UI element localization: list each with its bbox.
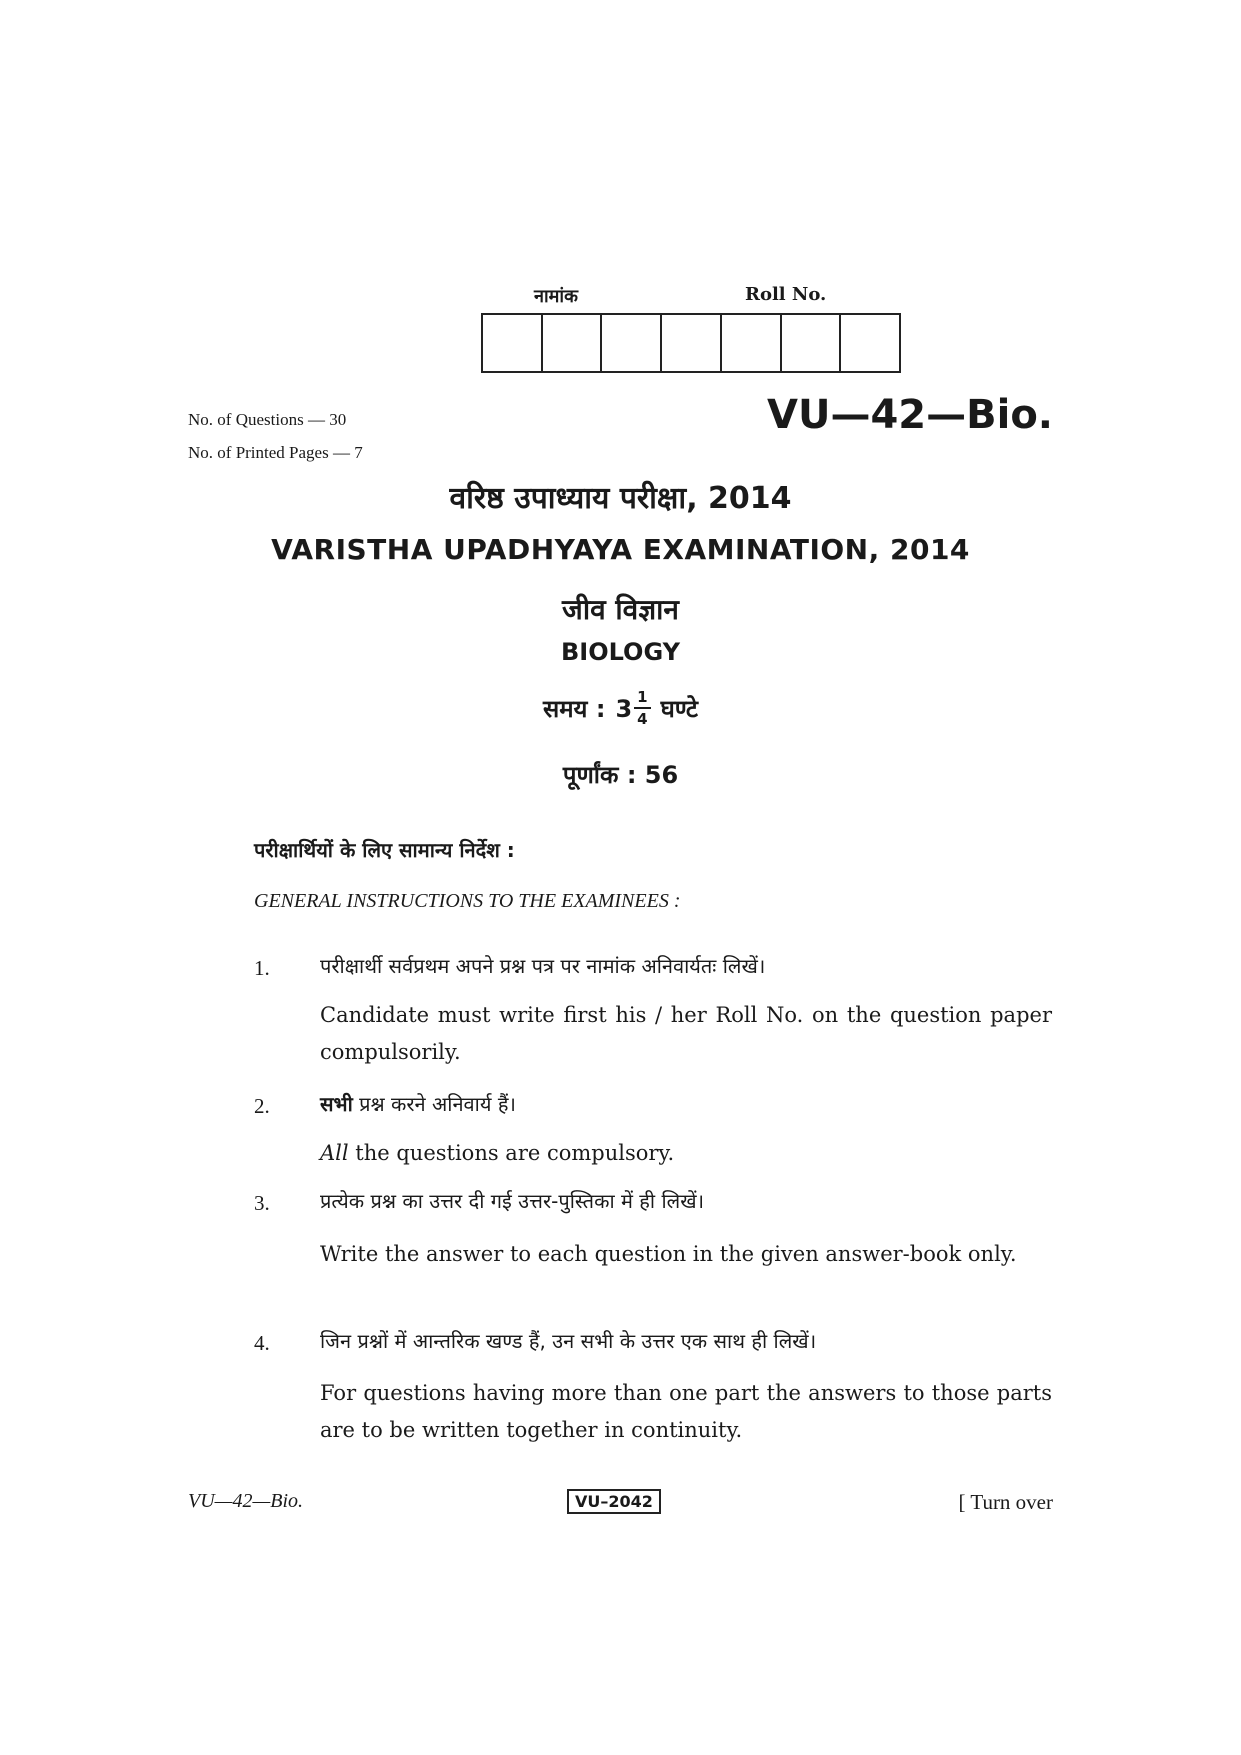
instruction-number: 2.: [254, 1094, 270, 1118]
instructions-heading-english: GENERAL INSTRUCTIONS TO THE EXAMINEES :: [254, 890, 681, 912]
exam-title-hindi: वरिष्ठ उपाध्याय परीक्षा, 2014: [449, 481, 792, 516]
instruction-text-english: [320, 1135, 1052, 1172]
instructions-heading-hindi: परीक्षार्थियों के लिए सामान्य निर्देश :: [254, 838, 515, 862]
instruction-number: 1.: [254, 956, 270, 980]
instruction-text-english: For questions having more than one part the answers to those parts are to be written together in continuity.: [320, 1381, 1052, 1442]
roll-label-english: Roll No.: [745, 284, 827, 305]
roll-number-boxes: [481, 313, 901, 373]
printed-pages-count: No. of Printed Pages — 7: [188, 443, 363, 462]
time-value: [615, 690, 650, 727]
instruction-emphasis: सभी: [320, 1092, 353, 1116]
roll-digit-box[interactable]: [602, 315, 662, 371]
instruction-number: 3.: [254, 1191, 270, 1215]
roll-digit-box[interactable]: [543, 315, 603, 371]
instruction-text-english: Write the answer to each question in the given answer-book only.: [320, 1242, 1017, 1266]
instruction-text-rest: प्रश्न करने अनिवार्य हैं।: [352, 1092, 517, 1116]
exam-title-english: VARISTHA UPADHYAYA EXAMINATION, 2014: [271, 533, 970, 566]
total-marks: पूर्णांक : 56: [562, 761, 679, 789]
roll-digit-box[interactable]: [722, 315, 782, 371]
roll-digit-box[interactable]: [483, 315, 543, 371]
time-unit: घण्टे: [660, 695, 698, 723]
instruction-text-rest: the questions are compulsory.: [348, 1141, 675, 1165]
instruction-text-hindi: [320, 1090, 516, 1117]
exam-duration: [0, 690, 1241, 727]
footer-booklet-code: VU–2042: [567, 1489, 661, 1514]
question-count: No. of Questions — 30: [188, 410, 347, 429]
roll-digit-box[interactable]: [662, 315, 722, 371]
turn-over-label: [ Turn over: [958, 1490, 1053, 1514]
roll-label-hindi: नामांक: [534, 286, 578, 307]
time-fraction: [634, 690, 650, 727]
time-numerator: 1: [634, 690, 650, 709]
footer-paper-code: VU—42—Bio.: [188, 1490, 303, 1512]
time-label: समय :: [542, 695, 606, 723]
instruction-emphasis: All: [320, 1141, 349, 1165]
subject-english: BIOLOGY: [560, 638, 680, 666]
instruction-number: 4.: [254, 1331, 270, 1355]
instruction-text-hindi: परीक्षार्थी सर्वप्रथम अपने प्रश्न पत्र पर नामांक अनिवार्यतः लिखें।: [320, 954, 766, 978]
instruction-text-hindi: प्रत्येक प्रश्न का उत्तर दी गई उत्तर-पुस्तिका में ही लिखें।: [320, 1189, 705, 1213]
subject-hindi: जीव विज्ञान: [562, 593, 679, 626]
roll-digit-box[interactable]: [782, 315, 842, 371]
roll-digit-box[interactable]: [841, 315, 899, 371]
instruction-text-english: Candidate must write first his / her Roll No. on the question paper compulsorily.: [320, 1003, 1052, 1064]
time-denominator: 4: [637, 710, 648, 728]
paper-code: VU—42—Bio.: [767, 392, 1053, 438]
time-whole: 3: [615, 694, 633, 723]
instruction-text-hindi: जिन प्रश्नों में आन्तरिक खण्ड हैं, उन सभी के उत्तर एक साथ ही लिखें।: [320, 1329, 817, 1353]
